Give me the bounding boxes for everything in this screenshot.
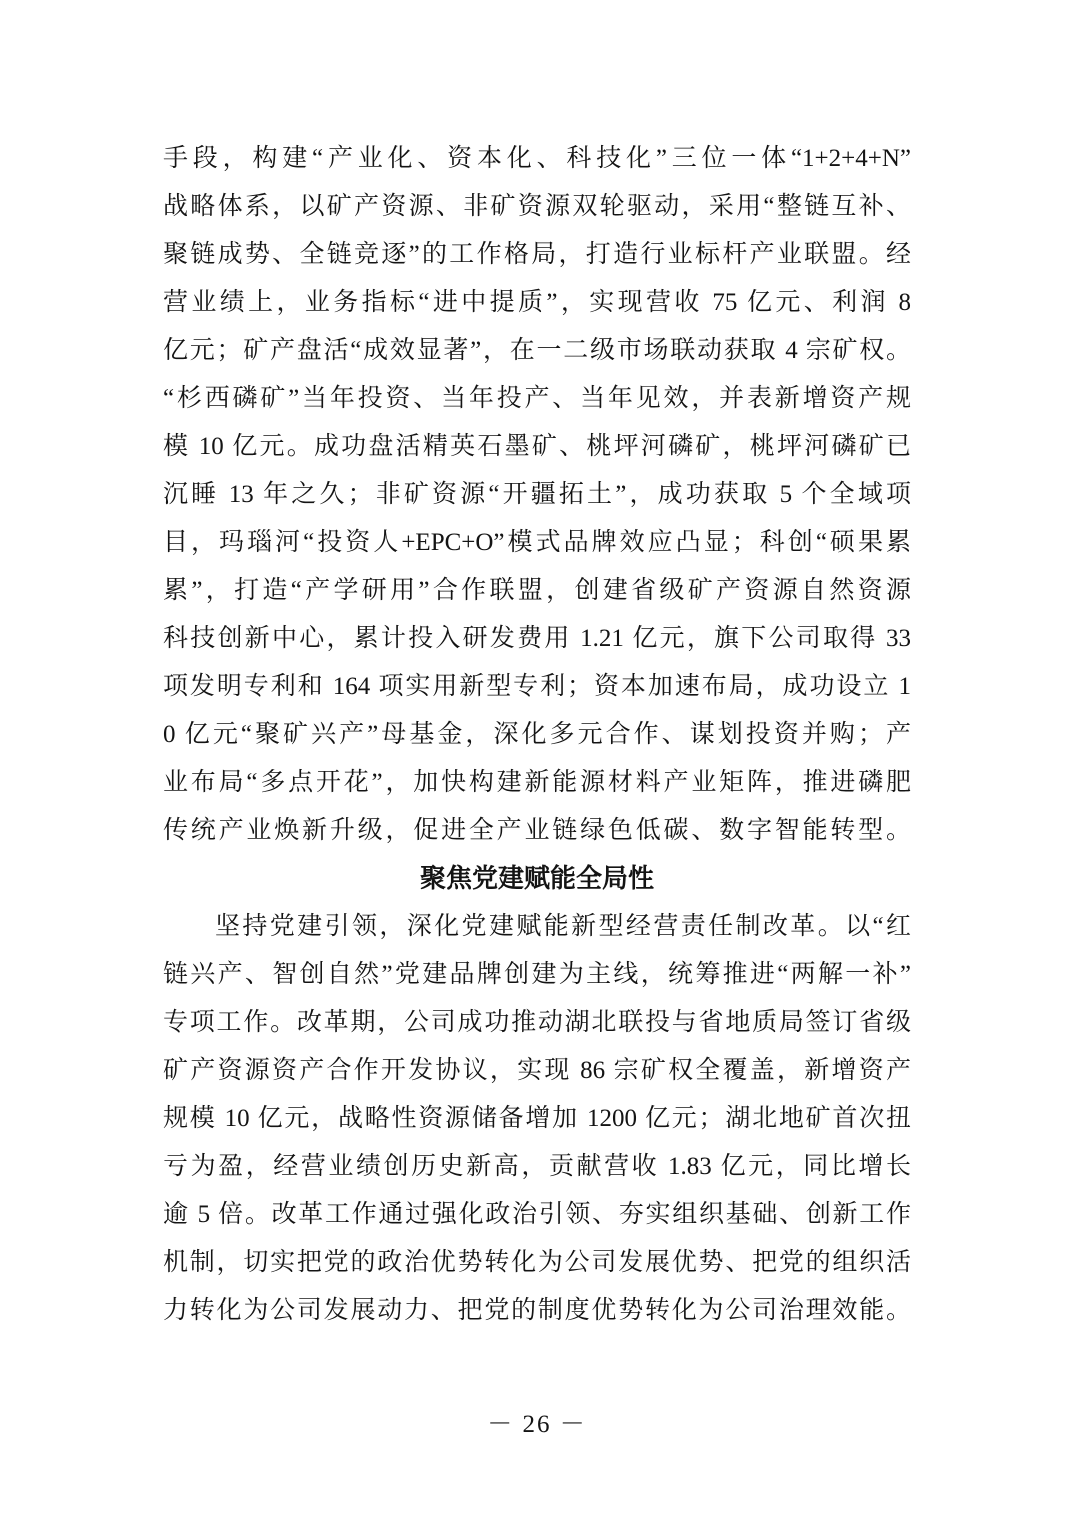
text-line: 亿元；矿产盘活“成效显著”，在一二级市场联动获取 4 宗矿权。 [163,337,911,364]
text-line: 科技创新中心，累计投入研发费用 1.21 亿元，旗下公司取得 33 [163,625,911,652]
text-line: 矿产资源资产合作开发协议，实现 86 宗矿权全覆盖，新增资产 [163,1057,911,1084]
text-line: 手段，构建“产业化、资本化、科技化”三位一体“1+2+4+N” [163,145,911,172]
text-line: 战略体系，以矿产资源、非矿资源双轮驱动，采用“整链互补、 [163,193,911,220]
text-line: 力转化为公司发展动力、把党的制度优势转化为公司治理效能。 [163,1297,911,1324]
text-line: 链兴产、智创自然”党建品牌创建为主线，统筹推进“两解一补” [163,961,911,988]
page-number: － 26 － [487,1411,587,1438]
text-line: 坚持党建引领，深化党建赋能新型经营责任制改革。以“红 [215,913,911,940]
text-line: 营业绩上，业务指标“进中提质”，实现营收 75 亿元、利润 8 [163,289,911,316]
text-line: 聚链成势、全链竞逐”的工作格局，打造行业标杆产业联盟。经 [163,241,911,268]
section-heading: 聚焦党建赋能全局性 [419,864,654,893]
text-line: 机制，切实把党的政治优势转化为公司发展优势、把党的组织活 [163,1249,911,1276]
text-line: 累”，打造“产学研用”合作联盟，创建省级矿产资源自然资源 [163,577,911,604]
text-line: “杉西磷矿”当年投资、当年投产、当年见效，并表新增资产规 [163,385,911,412]
text-line: 亏为盈，经营业绩创历史新高，贡献营收 1.83 亿元，同比增长 [163,1153,911,1180]
text-line: 传统产业焕新升级，促进全产业链绿色低碳、数字智能转型。 [163,817,911,844]
page-footer [0,1401,1074,1449]
text-line: 业布局“多点开花”，加快构建新能源材料产业矩阵，推进磷肥 [163,769,911,796]
text-line: 模 10 亿元。成功盘活精英石墨矿、桃坪河磷矿，桃坪河磷矿已 [163,433,911,460]
text-line: 沉睡 13 年之久；非矿资源“开疆拓土”，成功获取 5 个全域项 [163,481,911,508]
text-line: 0 亿元“聚矿兴产”母基金，深化多元合作、谋划投资并购；产 [163,721,911,748]
document-text [163,135,911,1335]
text-line: 专项工作。改革期，公司成功推动湖北联投与省地质局签订省级 [163,1009,911,1036]
text-line: 目，玛瑙河“投资人+EPC+O”模式品牌效应凸显；科创“硕果累 [163,529,911,556]
text-line: 逾 5 倍。改革工作通过强化政治引领、夯实组织基础、创新工作 [163,1201,911,1228]
text-line: 规模 10 亿元，战略性资源储备增加 1200 亿元；湖北地矿首次扭 [163,1105,911,1132]
text-line: 项发明专利和 164 项实用新型专利；资本加速布局，成功设立 1 [163,673,911,700]
